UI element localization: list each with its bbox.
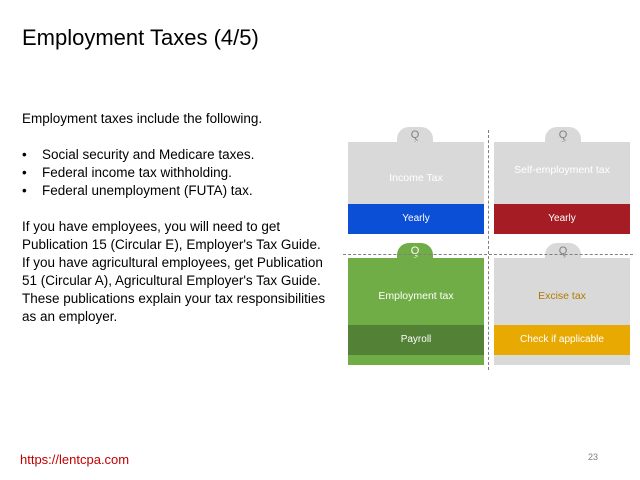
quadrant-2-bar: Yearly [494,204,630,234]
quadrant-4-label: Excise tax [538,290,586,302]
quadrant-4-panel [494,258,630,365]
quadrant-2-panel [494,142,630,234]
quadrant-1-bar: Yearly [348,204,484,234]
quadrant-1-q: Q [410,129,420,141]
intro-text: Employment taxes include the following. [22,111,263,126]
quadrant-3-bar: Payroll [348,325,484,355]
slide-title: Employment Taxes (4/5) [22,25,259,50]
quadrant-3-q: Q [410,245,420,257]
quadrant-3-panel [348,258,484,365]
publication-paragraph: If you have employees, you will need to get Publication 15 (Circular E), Employer's Tax Guide. If you have agricultural employees, get Publication 51 (Circular A), Agricultural Employer's Tax Guide. These publications explain your tax responsibilities as an employer. [22,219,326,324]
quadrant-3-label: Employment tax [378,290,454,302]
slide-body [22,110,327,326]
quadrant-4-q: Q [558,245,568,257]
bullet-item: • Federal income tax withholding. [22,164,327,182]
quadrant-4-bar: Check if applicable [494,325,630,355]
vertical-divider [488,130,489,370]
quadrant-1-label: Income Tax [389,172,443,184]
bullet-item: • Federal unemployment (FUTA) tax. [22,182,327,200]
quadrant-2-label: Self-employment tax [514,164,610,176]
horizontal-divider [343,254,633,255]
website-link[interactable]: https://lentcpa.com [20,452,130,467]
quadrant-1-panel [348,142,484,234]
page-number: 23 [588,452,599,462]
quadrant-2-q: Q [558,129,568,141]
bullet-list [22,146,327,200]
bullet-item: • Social security and Medicare taxes. [22,146,327,164]
